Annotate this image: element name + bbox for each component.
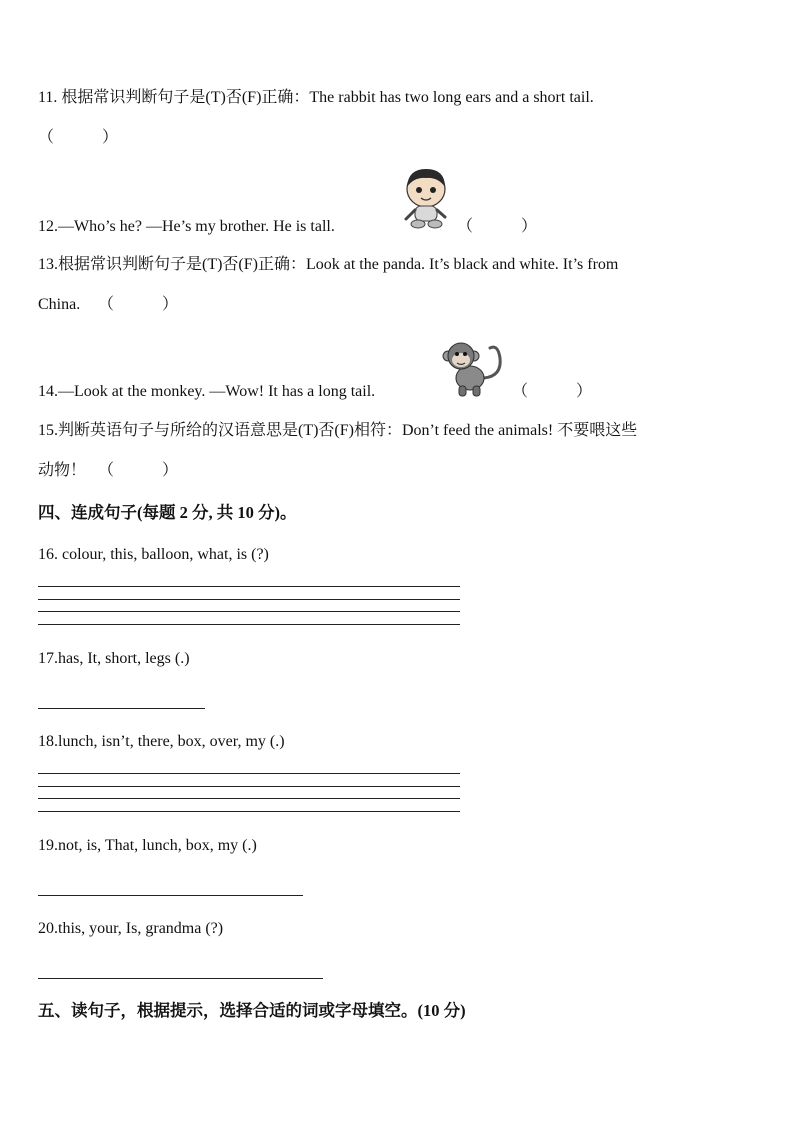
- question-18-answer-line-1[interactable]: [38, 773, 460, 774]
- boy-icon: [398, 165, 454, 229]
- question-17-answer-line[interactable]: [38, 708, 205, 709]
- question-16-text: 16. colour, this, balloon, what, is (?): [38, 546, 269, 563]
- question-16-answer-line-4[interactable]: [38, 624, 460, 625]
- question-11-answer-blank[interactable]: （ ）: [38, 129, 119, 146]
- question-19-text: 19.not, is, That, lunch, box, my (.): [38, 837, 257, 854]
- question-13-text-continued: China.: [38, 296, 81, 313]
- section-5-heading: 五、读句子，根据提示，选择合适的词或字母填空。(10 分): [38, 1001, 466, 1020]
- question-14-answer-blank[interactable]: （ ）: [512, 383, 593, 400]
- question-18-answer-line-3[interactable]: [38, 798, 460, 799]
- question-20-answer-line[interactable]: [38, 978, 323, 979]
- question-18-answer-line-4[interactable]: [38, 811, 460, 812]
- question-17-text: 17.has, It, short, legs (.): [38, 650, 190, 667]
- question-16-answer-line-2[interactable]: [38, 599, 460, 600]
- question-18-answer-line-2[interactable]: [38, 786, 460, 787]
- question-13-answer-blank[interactable]: （ ）: [98, 296, 179, 313]
- question-13-text: 13.根据常识判断句子是(T)否(F)正确：Look at the panda. It’s black and white. It’s from: [38, 256, 619, 273]
- question-18-text: 18.lunch, isn’t, there, box, over, my (.): [38, 733, 285, 750]
- section-4-heading: 四、连成句子(每题 2 分, 共 10 分)。: [38, 503, 297, 522]
- question-12-text: 12.—Who’s he? —He’s my brother. He is tall.: [38, 218, 335, 235]
- monkey-icon: [440, 336, 508, 398]
- question-15-text-continued: 动物！: [38, 462, 87, 479]
- question-12-answer-blank[interactable]: （ ）: [457, 218, 538, 235]
- question-16-answer-line-3[interactable]: [38, 611, 460, 612]
- question-15-answer-blank[interactable]: （ ）: [98, 462, 179, 479]
- question-11-text: 11. 根据常识判断句子是(T)否(F)正确：The rabbit has two long ears and a short tail.: [38, 89, 594, 106]
- question-19-answer-line[interactable]: [38, 895, 303, 896]
- question-15-text: 15.判断英语句子与所给的汉语意思是(T)否(F)相符：Don’t feed the animals! 不要喂这些: [38, 422, 638, 439]
- question-16-answer-line-1[interactable]: [38, 586, 460, 587]
- question-20-text: 20.this, your, Is, grandma (?): [38, 920, 224, 937]
- question-14-text: 14.—Look at the monkey. —Wow! It has a long tail.: [38, 383, 376, 400]
